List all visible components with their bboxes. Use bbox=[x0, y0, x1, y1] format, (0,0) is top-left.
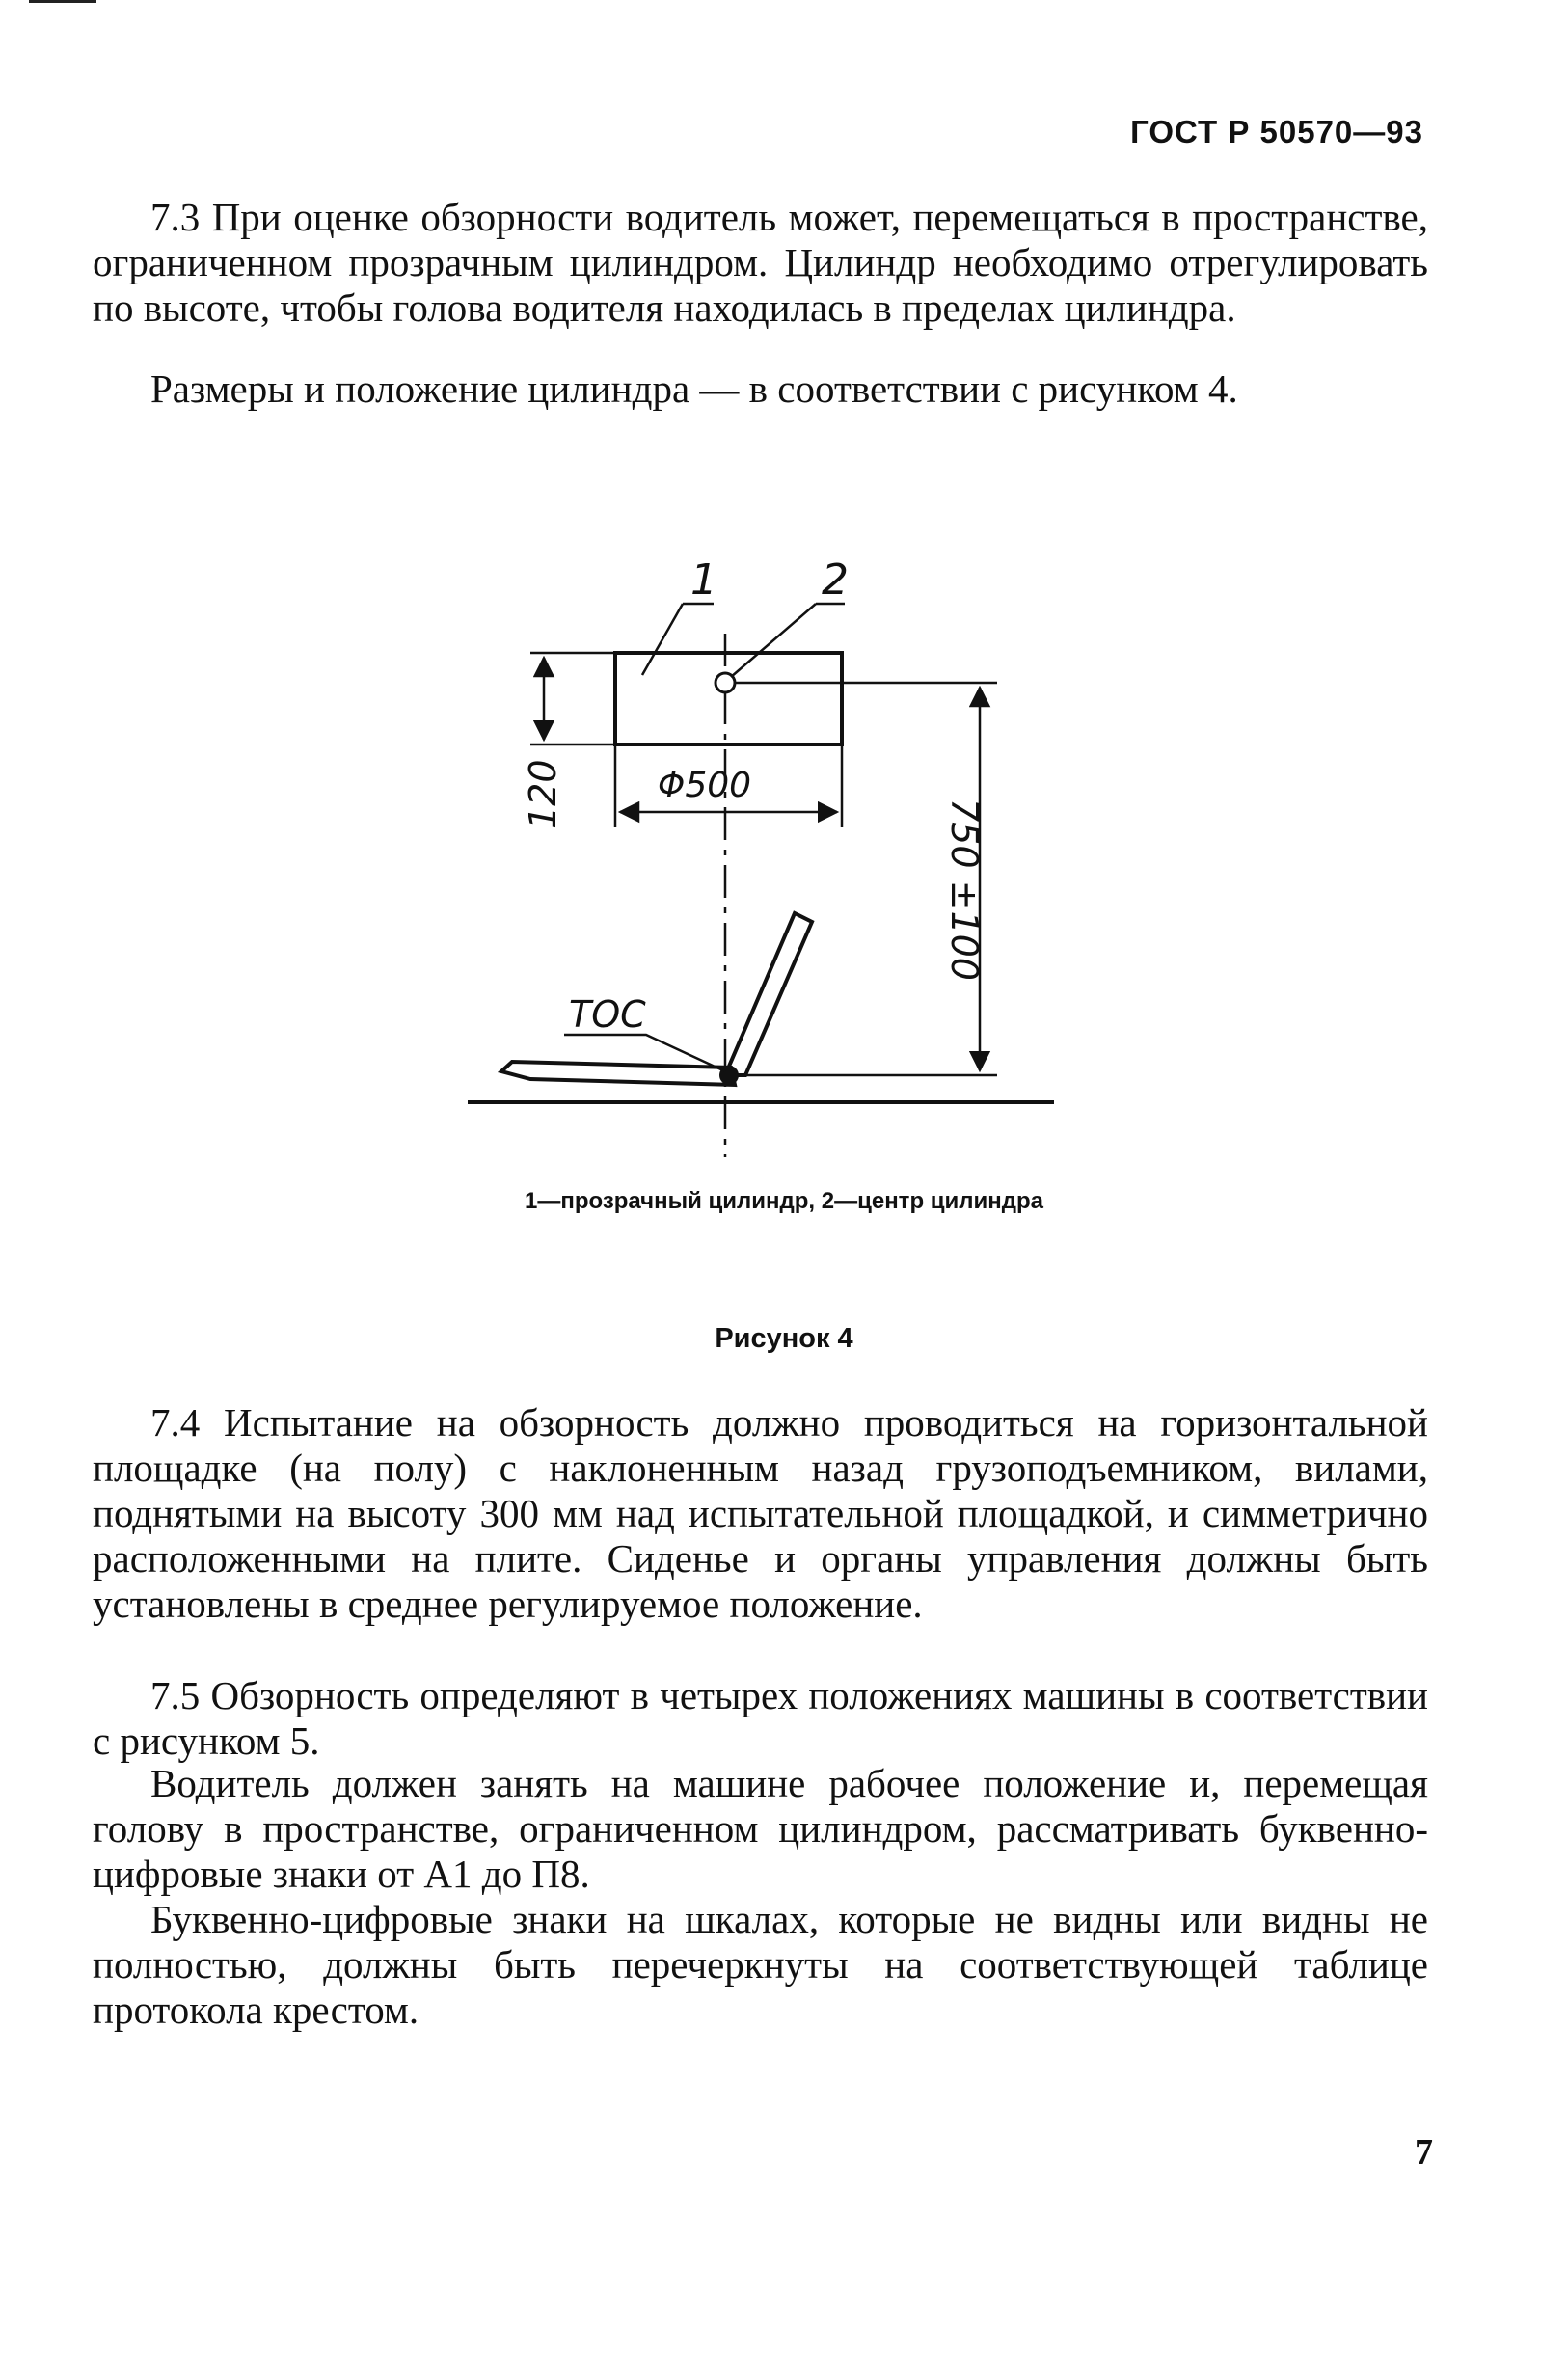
paragraph-driver-position: Водитель должен занять на машине рабочее положение и, перемещая голову в пространстве, ограниченном цилиндром, рассматривать буквенно-цифровые знаки от А1 до П8. bbox=[93, 1761, 1428, 1896]
seat-cushion bbox=[501, 1062, 735, 1085]
toc-label: ТОС bbox=[569, 993, 646, 1036]
figure-label-1: 1 bbox=[690, 555, 717, 605]
scan-corner-mark bbox=[29, 0, 96, 3]
figure-caption: Рисунок 4 bbox=[715, 1323, 853, 1354]
dimension-diameter-label: Φ500 bbox=[658, 766, 752, 805]
toc-point bbox=[719, 1066, 739, 1085]
paragraph-cylinder-sizes: Размеры и положение цилиндра — в соответствии с рисунком 4. bbox=[150, 366, 1238, 411]
paragraph-alphanumeric-signs: Буквенно-цифровые знаки на шкалах, которые не видны или видны не полностью, должны быть перечеркнуты на соответствующей таблице протокола крестом. bbox=[93, 1897, 1428, 2032]
figure-legend: 1—прозрачный цилиндр, 2—центр цилиндра bbox=[524, 1188, 1044, 1214]
leader-line-2 bbox=[731, 604, 816, 677]
figure-4-diagram bbox=[424, 540, 1099, 1157]
document-header-code: ГОСТ Р 50570—93 bbox=[1130, 114, 1423, 149]
paragraph-7-4: 7.4 Испытание на обзорность должно проводиться на горизонтальной площадке (на полу) с наклоненным назад грузоподъемником, вилами, поднятыми на высоту 300 мм над испытательной площадкой, и симметрично расположенными на плите. Сиденье и органы управления должны быть установлены в среднее регулируемое положение. bbox=[93, 1400, 1428, 1626]
cylinder-rectangle bbox=[615, 653, 842, 744]
dimension-height-label: 120 bbox=[522, 759, 564, 829]
page-number: 7 bbox=[1415, 2132, 1433, 2173]
figure-label-2: 2 bbox=[822, 555, 849, 605]
paragraph-7-5: 7.5 Обзорность определяют в четырех положениях машины в соответствии с рисунком 5. bbox=[93, 1673, 1428, 1763]
paragraph-7-3: 7.3 При оценке обзорности водитель может, перемещаться в пространстве, ограниченном прозрачным цилиндром. Цилиндр необходимо отрегулировать по высоте, чтобы голова водителя находилась в пределах цилиндра. bbox=[93, 195, 1428, 330]
seat-back bbox=[725, 913, 812, 1075]
leader-line-1 bbox=[642, 604, 683, 675]
dimension-distance-label: 750 ±100 bbox=[943, 798, 986, 981]
